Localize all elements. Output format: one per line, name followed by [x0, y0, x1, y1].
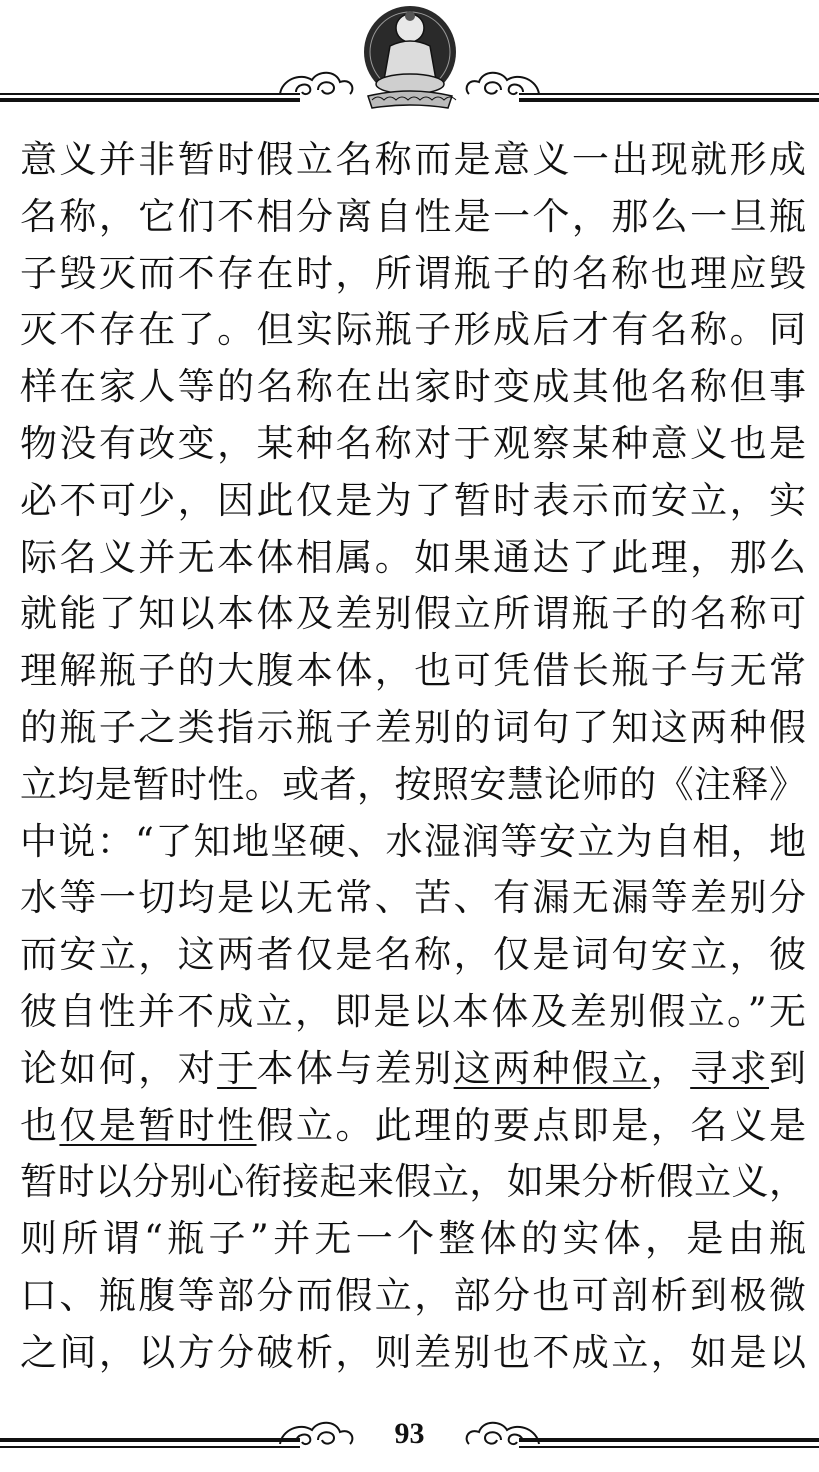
text-line — [20, 643, 806, 700]
text-line — [20, 246, 806, 303]
text-segment: 之间，以方分破析，则差别也不成立，如是以 — [20, 1330, 806, 1374]
text-segment: 论如何，对 — [20, 1046, 218, 1090]
text-line — [20, 757, 806, 814]
text-segment: 理解瓶子的大腹本体，也可凭借长瓶子与无常 — [20, 649, 806, 693]
buddha-figure-icon — [364, 6, 456, 108]
text-segment: 立均是暂时性。或者，按照安慧论师的《注释》 — [20, 762, 806, 806]
text-segment: 水等一切均是以无常、苦、有漏无漏等差别分 — [20, 876, 806, 920]
text-line — [20, 1211, 806, 1268]
body-text — [20, 132, 806, 1382]
text-segment: 际名义并无本体相属。如果通达了此理，那么 — [20, 535, 806, 579]
text-segment: 名称，它们不相分离自性是一个，那么一旦瓶 — [20, 194, 806, 238]
text-segment: 也 — [20, 1103, 60, 1147]
text-line — [20, 700, 806, 757]
cloud-scroll-left-icon — [280, 73, 352, 94]
text-segment: 而安立，这两者仅是名称，仅是词句安立，彼 — [20, 933, 806, 977]
text-line — [20, 1098, 806, 1155]
text-line — [20, 189, 806, 246]
page-header — [0, 0, 819, 118]
text-line — [20, 359, 806, 416]
text-segment: 则所谓“瓶子”并无一个整体的实体，是由瓶 — [20, 1217, 806, 1261]
text-segment: 中说：“了知地坚硬、水湿润等安立为自相，地 — [20, 819, 806, 863]
text-segment: 口、瓶腹等部分而假立，部分也可剖析到极微 — [20, 1273, 806, 1317]
underlined-text: 这两种假立 — [453, 1046, 651, 1090]
cloud-scroll-right-icon — [467, 73, 539, 94]
text-line — [20, 473, 806, 530]
text-segment: ， — [650, 1046, 691, 1090]
text-segment: 彼自性并不成立，即是以本体及差别假立。”无 — [20, 989, 806, 1033]
header-ornament — [0, 0, 819, 118]
text-line — [20, 1268, 806, 1325]
text-line — [20, 1325, 806, 1382]
underlined-text: 仅是暂时性 — [59, 1103, 257, 1147]
text-segment: 灭不存在了。但实际瓶子形成后才有名称。同 — [20, 308, 806, 352]
text-line — [20, 530, 806, 587]
text-segment: 暂时以分别心衔接起来假立，如果分析假立义， — [20, 1160, 806, 1204]
text-line — [20, 870, 806, 927]
text-line — [20, 132, 806, 189]
underlined-text: 于 — [217, 1046, 257, 1090]
underlined-text: 寻求 — [690, 1046, 770, 1090]
text-line — [20, 927, 806, 984]
text-line — [20, 1154, 806, 1211]
text-segment: 意义并非暂时假立名称而是意义一出现就形成 — [20, 138, 806, 181]
text-segment: 到 — [769, 1046, 806, 1090]
text-segment: 的瓶子之类指示瓶子差别的词句了知这两种假 — [20, 705, 806, 749]
text-line — [20, 984, 806, 1041]
text-line — [20, 1041, 806, 1098]
text-segment: 假立。此理的要点即是，名义是 — [256, 1103, 806, 1147]
page-number: 93 — [394, 1417, 425, 1450]
text-line — [20, 586, 806, 643]
text-line — [20, 416, 806, 473]
text-line — [20, 302, 806, 359]
text-segment: 样在家人等的名称在出家时变成其他名称但事 — [20, 365, 806, 409]
text-segment: 子毁灭而不存在时，所谓瓶子的名称也理应毁 — [20, 251, 806, 295]
text-segment: 必不可少，因此仅是为了暂时表示而安立，实 — [20, 478, 806, 522]
text-segment: 本体与差别 — [256, 1046, 454, 1090]
text-segment: 物没有改变，某种名称对于观察某种意义也是 — [20, 421, 806, 465]
text-line — [20, 814, 806, 871]
text-segment: 就能了知以本体及差别假立所谓瓶子的名称可 — [20, 592, 806, 636]
